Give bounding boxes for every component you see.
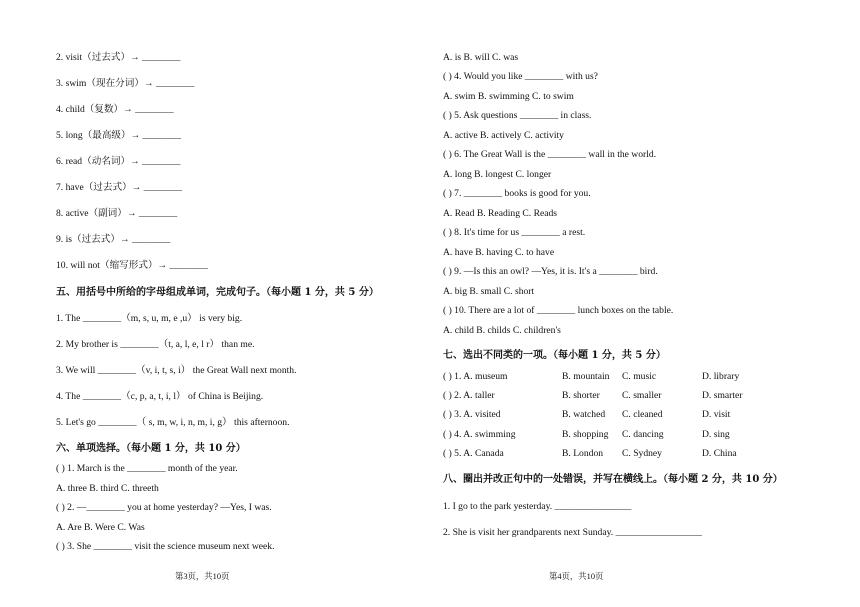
section-7-row-2-question: ( ) 2. A. taller	[443, 390, 495, 401]
word-form-item-6: 6. read（动名词）→ ________	[56, 156, 181, 167]
section-7-row-5-option-b: B. London	[562, 448, 604, 459]
section-7-row-3-option-d: D. visit	[702, 409, 731, 420]
right-page	[430, 0, 860, 607]
section-5-item-3: 3. We will ________（v, i, t, s, i） the Great Wall next month.	[56, 365, 297, 376]
word-form-item-3: 3. swim（现在分词）→ ________	[56, 78, 195, 89]
section-7-row-1-option-b: B. mountain	[562, 371, 610, 382]
section-5-item-1: 1. The ________（m, s, u, m, e ,u） is very big.	[56, 313, 243, 324]
section-7-row-5-question: ( ) 5. A. Canada	[443, 448, 504, 459]
word-form-item-10: 10. will not（缩写形式）→ ________	[56, 260, 208, 271]
section-5-item-4: 4. The ________（c, p, a, t, i, l） of China is Beijing.	[56, 391, 264, 402]
section-5-heading: 五、用括号中所给的字母组成单词，完成句子。（每小题 1 分，共 5 分）	[56, 287, 379, 298]
word-form-item-2: 2. visit（过去式）→ ________	[56, 52, 181, 63]
word-form-item-4: 4. child（复数）→ ________	[56, 104, 174, 115]
word-form-item-7: 7. have（过去式）→ ________	[56, 182, 183, 193]
section-7-row-4-question: ( ) 4. A. swimming	[443, 429, 516, 440]
word-form-item-5: 5. long（最高级）→ ________	[56, 130, 181, 141]
section-8-item-1: 1. I go to the park yesterday. ________________	[443, 501, 632, 512]
section-6-options-10: A. child B. childs C. children's	[443, 325, 561, 336]
section-7-row-4-option-c: C. dancing	[622, 429, 664, 440]
section-8-heading: 八、圈出并改正句中的一处错误，并写在横线上。（每小题 2 分，共 10 分）	[443, 474, 783, 485]
section-6-question-4: ( ) 4. Would you like ________ with us?	[443, 71, 598, 82]
section-6-options-9: A. big B. small C. short	[443, 286, 535, 297]
section-7-row-4-option-b: B. shopping	[562, 429, 609, 440]
section-7-row-3-option-c: C. cleaned	[622, 409, 663, 420]
section-6-options-1: A. three B. third C. threeth	[56, 483, 159, 494]
section-7-row-5-option-c: C. Sydney	[622, 448, 662, 459]
section-6-heading: 六、单项选择。（每小题 1 分，共 10 分）	[56, 443, 246, 454]
section-8-item-2: 2. She is visit her grandparents next Sunday. __________________	[443, 527, 702, 538]
section-6-options-3: A. is B. will C. was	[443, 52, 519, 63]
section-7-row-1-question: ( ) 1. A. museum	[443, 371, 508, 382]
section-5-item-2: 2. My brother is ________（t, a, l, e, l r） than me.	[56, 339, 255, 350]
section-6-question-3: ( ) 3. She ________ visit the science museum next week.	[56, 541, 275, 552]
section-6-question-6: ( ) 6. The Great Wall is the ________ wall in the world.	[443, 149, 657, 160]
section-6-options-6: A. long B. longest C. longer	[443, 169, 552, 180]
section-7-row-4-option-d: D. sing	[702, 429, 730, 440]
section-7-row-2-option-d: D. smarter	[702, 390, 743, 401]
section-6-question-2: ( ) 2. —________ you at home yesterday? —Yes, I was.	[56, 502, 272, 513]
section-6-question-1: ( ) 1. March is the ________ month of the year.	[56, 463, 238, 474]
section-6-question-10: ( ) 10. There are a lot of ________ lunch boxes on the table.	[443, 305, 674, 316]
section-6-options-4: A. swim B. swimming C. to swim	[443, 91, 574, 102]
section-6-options-8: A. have B. having C. to have	[443, 247, 555, 258]
section-5-item-5: 5. Let's go ________（ s, m, w, i, n, m, i, g） this afternoon.	[56, 417, 290, 428]
section-7-row-5-option-d: D. China	[702, 448, 737, 459]
section-6-question-7: ( ) 7. ________ books is good for you.	[443, 188, 591, 199]
section-7-row-2-option-c: C. smaller	[622, 390, 662, 401]
section-6-options-5: A. active B. actively C. activity	[443, 130, 564, 141]
page-footer-left: 第3页，共10页	[175, 572, 230, 581]
section-6-question-8: ( ) 8. It's time for us ________ a rest.	[443, 227, 586, 238]
page-footer-right: 第4页，共10页	[549, 572, 604, 581]
section-7-row-3-option-b: B. watched	[562, 409, 606, 420]
section-7-row-3-question: ( ) 3. A. visited	[443, 409, 501, 420]
section-6-question-9: ( ) 9. —Is this an owl? —Yes, it is. It's a ________ bird.	[443, 266, 658, 277]
section-7-row-1-option-d: D. library	[702, 371, 740, 382]
section-6-options-7: A. Read B. Reading C. Reads	[443, 208, 558, 219]
section-7-heading: 七、选出不同类的一项。（每小题 1 分，共 5 分）	[443, 350, 666, 361]
section-7-row-1-option-c: C. music	[622, 371, 657, 382]
section-6-question-5: ( ) 5. Ask questions ________ in class.	[443, 110, 592, 121]
word-form-item-9: 9. is（过去式）→ ________	[56, 234, 171, 245]
section-6-options-2: A. Are B. Were C. Was	[56, 522, 145, 533]
word-form-item-8: 8. active（副词）→ ________	[56, 208, 178, 219]
section-7-row-2-option-b: B. shorter	[562, 390, 600, 401]
